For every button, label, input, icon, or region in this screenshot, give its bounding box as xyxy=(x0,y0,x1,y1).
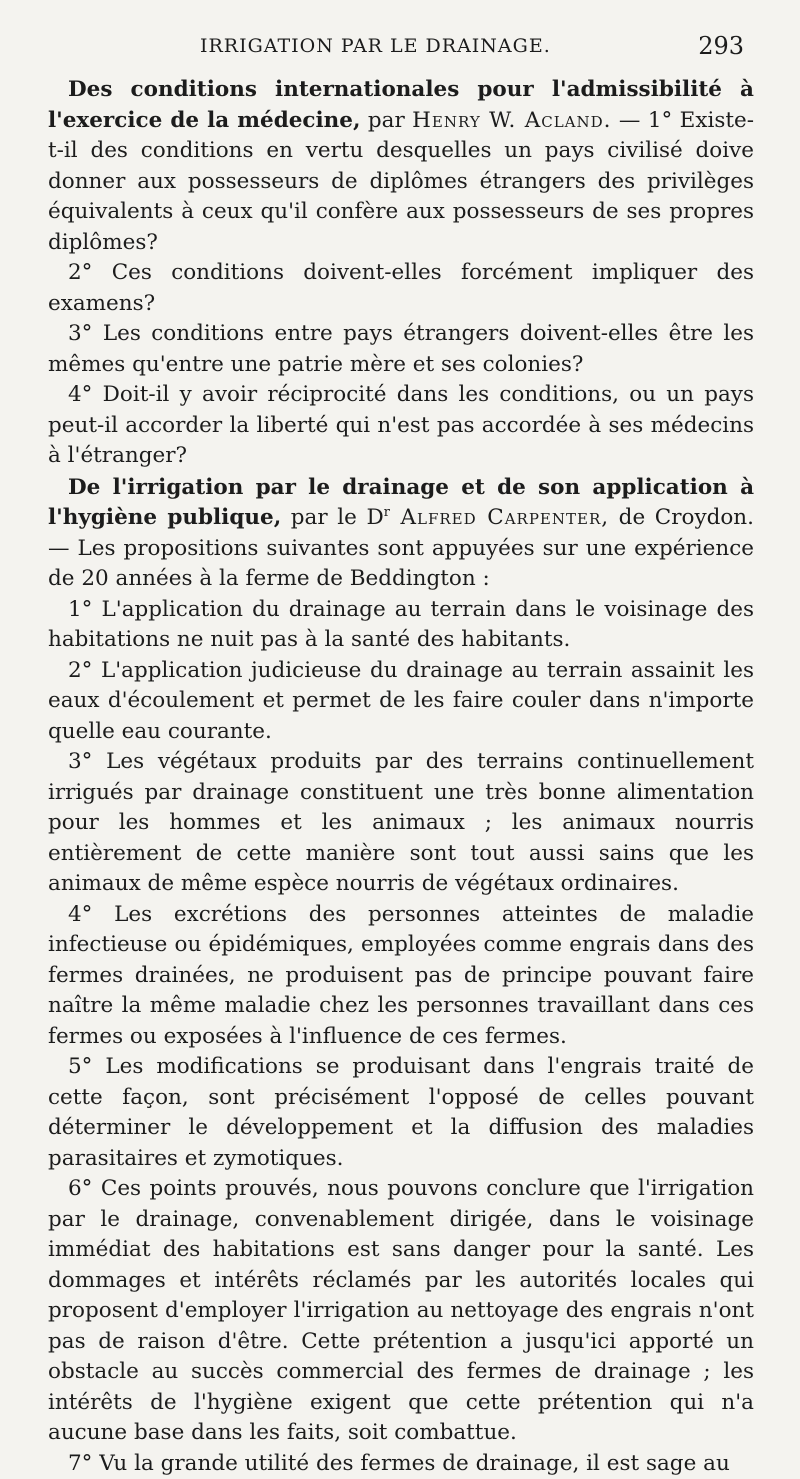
section-2-paragraph: 3° Les végétaux produits par des terrains continuellement irrigués par drainage constituent une très bonne alimentation pour les hommes et les animaux ; les animaux nourris entièrement de cette manière sont tout aussi sains que les animaux de même espèce nourris de végétaux ordinaires. xyxy=(48,747,754,900)
section-2-byline-pre: par le D xyxy=(281,505,384,530)
section-1-author: Henry W. Acland. xyxy=(412,108,611,133)
section-1-paragraph: 4° Doit-il y avoir réciprocité dans les conditions, ou un pays peut-il accorder la liberté qui n'est pas accordée à ses médecins à l'étranger? xyxy=(48,380,754,472)
running-title: IRRIGATION PAR LE DRAINAGE. xyxy=(200,35,551,57)
section-1-intro: — 1° Existe-t-il des conditions en vertu desquelles un pays civilisé doive donner aux possesseurs de diplômes étrangers des privilèges équivalents à ceux qu'il confère aux possesseurs de ses propres diplômes? xyxy=(48,108,754,255)
section-2-paragraph: 6° Ces points prouvés, nous pouvons conclure que l'irrigation par le drainage, convenablement dirigée, dans le voisinage immédiat des habitations est sans danger pour la santé. Les dommages et intérêts réclamés par les autorités locales qui proposent d'employer l'irrigation au nettoyage des engrais n'ont pas de raison d'être. Cette prétention a jusqu'ici apporté un obstacle au succès commercial des fermes de drainage ; les intérêts de l'hygiène exigent que cette prétention qui n'a aucune base dans les faits, soit combattue. xyxy=(48,1174,754,1449)
text-body xyxy=(48,75,754,1479)
page-number: 293 xyxy=(698,32,744,60)
section-2-lead xyxy=(48,473,754,595)
section-2-title: De l'irrigation par le drainage et de son application à l'hygiène publique, xyxy=(48,475,754,531)
section-2-author: Alfred Carpenter, xyxy=(390,505,609,530)
section-1-paragraph: 3° Les conditions entre pays étrangers doivent-elles être les mêmes qu'entre une patrie mère et ses colonies? xyxy=(48,319,754,380)
section-2-paragraph: 4° Les excrétions des personnes atteintes de maladie infectieuse ou épidémiques, employées comme engrais dans des fermes drainées, ne produisent pas de principe pouvant faire naître la même maladie chez les personnes travaillant dans ces fermes ou exposées à l'influence de ces fermes. xyxy=(48,900,754,1053)
section-1-byline-pre: par xyxy=(360,108,412,133)
section-1-paragraph: 2° Ces conditions doivent-elles forcément impliquer des examens? xyxy=(48,258,754,319)
section-2-byline-sup: r xyxy=(384,505,390,520)
section-1-lead xyxy=(48,75,754,258)
section-2-paragraph: 7° Vu la grande utilité des fermes de drainage, il est sage au xyxy=(48,1449,754,1479)
section-2-paragraph: 5° Les modifications se produisant dans l'engrais traité de cette façon, sont précisément l'opposé de celles pouvant déterminer le développement et la diffusion des maladies parasitaires et zymotiques. xyxy=(48,1052,754,1174)
section-2-paragraph: 1° L'application du drainage au terrain dans le voisinage des habitations ne nuit pas à la santé des habitants. xyxy=(48,595,754,656)
section-2-intro: de Croydon. — Les propositions suivantes sont appuyées sur une expérience de 20 années à la ferme de Beddington : xyxy=(48,505,754,591)
section-1-title: Des conditions internationales pour l'admissibilité à l'exercice de la médecine, xyxy=(48,77,754,133)
running-head xyxy=(0,32,800,72)
section-2-paragraph: 2° L'application judicieuse du drainage au terrain assainit les eaux d'écoulement et permet de les faire couler dans n'importe quelle eau courante. xyxy=(48,656,754,748)
